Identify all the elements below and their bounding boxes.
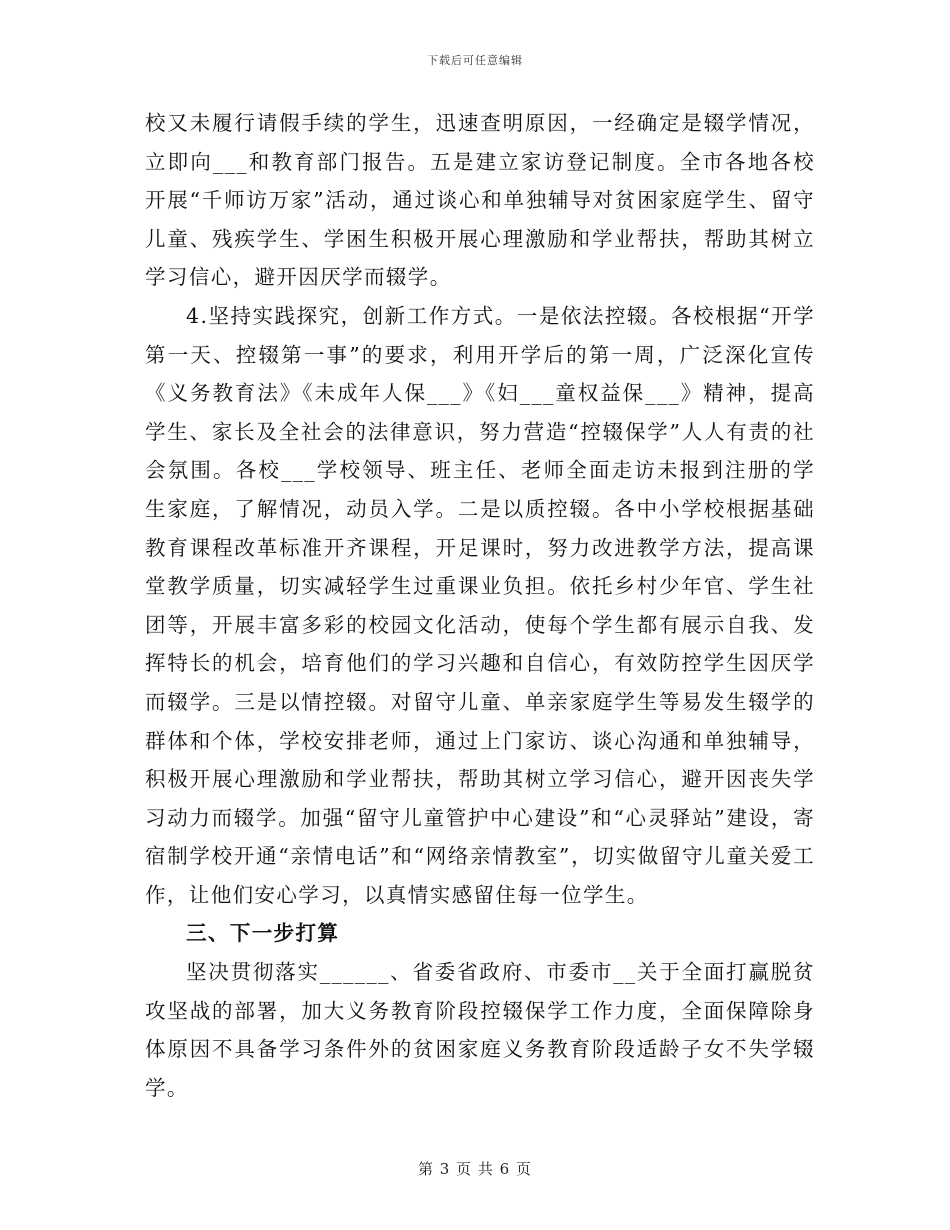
document-body: [145, 104, 815, 1107]
page-header: 下载后可任意编辑: [427, 54, 523, 67]
paragraph-continuation: 校又未履行请假手续的学生，迅速查明原因，一经确定是辍学情况，立即向___和教育部门报告。五是建立家访登记制度。全市各地各校开展“千师访万家”活动，通过谈心和单独辅导对贫困家庭学生、留守儿童、残疾学生、学困生积极开展心理激励和学业帮扶，帮助其树立学习信心，避开因厌学而辍学。: [145, 111, 815, 290]
section-heading-next-steps: 三、下一步打算: [186, 921, 340, 946]
paragraph-practice-exploration: 4.坚持实践探究，创新工作方式。一是依法控辍。各校根据“开学第一天、控辍第一事”的要求，利用开学后的第一周，广泛深化宣传《义务教育法》《未成年人保___》《妇___童权益保___》精神，提高学生、家长及全社会的法律意识，努力营造“控辍保学”人人有责的社会氛围。各校___学校领导、班主任、老师全面走访未报到注册的学生家庭，了解情况，动员入学。二是以质控辍。各中小学校根据基础教育课程改革标准开齐课程，开足课时，努力改进教学方法，提高课堂教学质量，切实减轻学生过重课业负担。依托乡村少年官、学生社团等，开展丰富多彩的校园文化活动，使每个学生都有展示自我、发挥特长的机会，培育他们的学习兴趣和自信心，有效防控学生因厌学而辍学。三是以情控辍。对留守儿童、单亲家庭学生等易发生辍学的群体和个体，学校安排老师，通过上门家访、谈心沟通和单独辅导，积极开展心理激励和学业帮扶，帮助其树立学习信心，避开因丧失学习动力而辍学。加强“留守儿童管护中心建设”和“心灵驿站”建设，寄宿制学校开通“亲情电话”和“网络亲情教室”，切实做留守儿童关爱工作，让他们安心学习，以真情实感留住每一位学生。: [145, 303, 815, 907]
paragraph-next-steps: 坚决贯彻落实______、省委省政府、市委市__关于全面打赢脱贫攻坚战的部署，加大义务教育阶段控辍保学工作力度，全面保障除身体原因不具备学习条件外的贫困家庭义务教育阶段适龄子女不失学辍学。: [145, 960, 815, 1100]
page-footer: 第 3 页 共 6 页: [418, 1160, 532, 1178]
